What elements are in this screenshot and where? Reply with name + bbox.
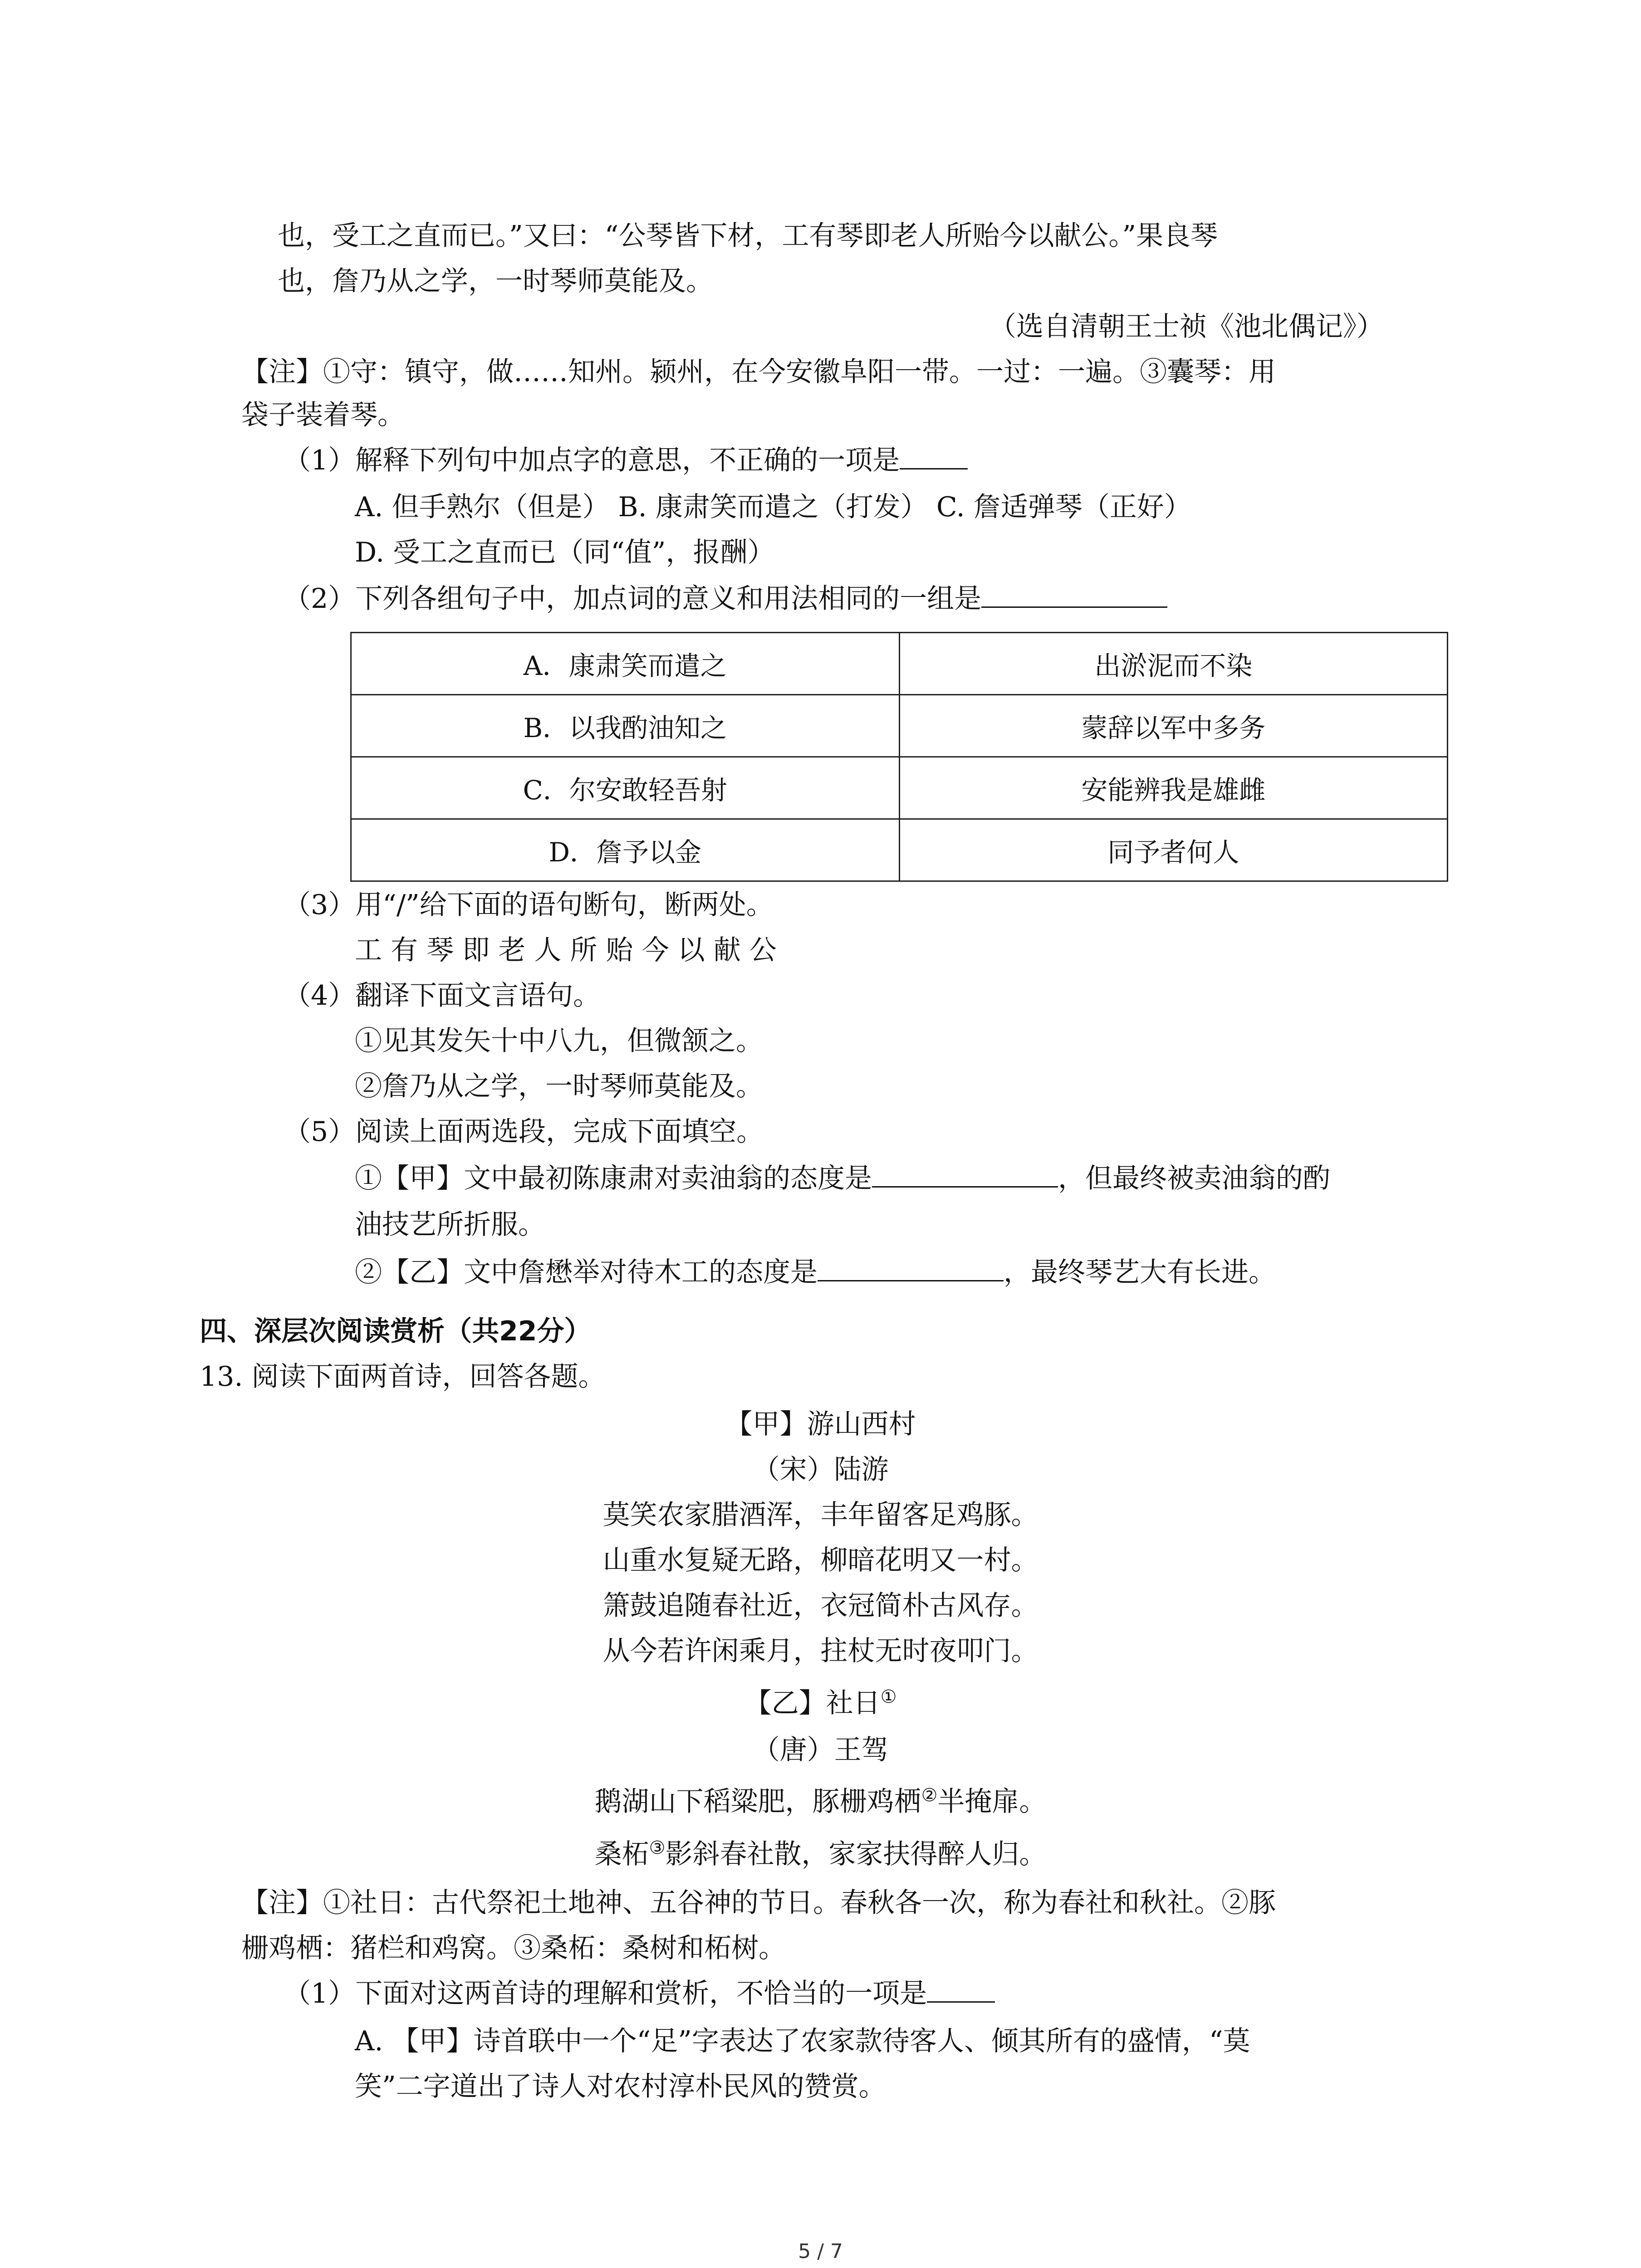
table-cell: C．尔安敢轻吾射 xyxy=(351,757,900,819)
section-heading: 四、深层次阅读赏析（共22分） xyxy=(200,1315,592,1347)
table-row xyxy=(351,633,1448,695)
poem-title: 【乙】社日① xyxy=(744,1686,897,1719)
answer-blank[interactable] xyxy=(927,1973,995,2003)
poem-line: 莫笑农家腊酒浑，丰年留客足鸡豚。 xyxy=(603,1499,1038,1531)
question-13-1-option: A. 【甲】诗首联中一个“足”字表达了农家款待客人、倾其所有的盛情，“莫 xyxy=(355,2025,1250,2057)
question-13: 13. 阅读下面两首诗，回答各题。 xyxy=(200,1361,606,1393)
poem-line: 从今若许闲乘月，拄杖无时夜叩门。 xyxy=(603,1635,1038,1667)
table-cell: 蒙辞以军中多务 xyxy=(899,695,1448,757)
question-1-options: A. 但手熟尔（但是） B. 康肃笑而遣之（打发） C. 詹适弹琴（正好） xyxy=(355,491,1191,523)
question-4-sentence: ①见其发矢十中八九，但微颔之。 xyxy=(355,1025,763,1057)
question-1: （1）解释下列句中加点字的意思，不正确的一项是 xyxy=(284,438,968,483)
question-5: （5）阅读上面两选段，完成下面填空。 xyxy=(284,1116,764,1148)
table-cell: 安能辨我是雄雌 xyxy=(899,757,1448,819)
poem-author: （宋）陆游 xyxy=(752,1454,889,1486)
passage-line: 也，詹乃从之学，一时琴师莫能及。 xyxy=(278,265,713,297)
question-13-1: （1）下面对这两首诗的理解和赏析，不恰当的一项是 xyxy=(284,1971,995,2016)
passage-line: 也，受工之直而已。”又曰：“公琴皆下材，工有琴即老人所贻今以献公。”果良琴 xyxy=(278,220,1218,252)
question-2: （2）下列各组句子中，加点词的意义和用法相同的一组是 xyxy=(284,576,1167,621)
table-cell: A．康肃笑而遣之 xyxy=(351,633,900,695)
passage-source: （选自清朝王士祯《池北偶记》） xyxy=(989,311,1384,342)
table-cell: 出淤泥而不染 xyxy=(899,633,1448,695)
question-1-option-d: D. 受工之直而已（同“值”，报酬） xyxy=(355,537,775,568)
note-line: 栅鸡栖：猪栏和鸡窝。③桑柘：桑树和柘树。 xyxy=(241,1932,786,1964)
question-5-item: ①【甲】文中最初陈康肃对卖油翁的态度是 ，但最终被卖油翁的酌 xyxy=(355,1156,1330,1201)
poem-line: 鹅湖山下稻粱肥，豚栅鸡栖②半掩扉。 xyxy=(594,1785,1047,1818)
poem-title: 【甲】游山西村 xyxy=(725,1408,916,1440)
question-13-1-option: 笑”二字道出了诗人对农村淳朴民风的赞赏。 xyxy=(355,2071,886,2102)
table-row xyxy=(351,695,1448,757)
page-number: 5 / 7 xyxy=(798,2240,843,2263)
question-3-text: 工 有 琴 即 老 人 所 贻 今 以 献 公 xyxy=(355,934,777,966)
poem-line: 箫鼓追随春社近，衣冠简朴古风存。 xyxy=(603,1590,1038,1622)
table-row xyxy=(351,819,1448,881)
question-5-item: ②【乙】文中詹懋举对待木工的态度是 ，最终琴艺大有长进。 xyxy=(355,1250,1276,1295)
question-4: （4）翻译下面文言语句。 xyxy=(284,980,601,1012)
note-line: 袋子装着琴。 xyxy=(241,399,405,431)
table-row xyxy=(351,757,1448,819)
note-line: 【注】①社日：古代祭祀土地神、五谷神的节日。春秋各一次，称为春社和秋社。②豚 xyxy=(241,1887,1276,1919)
table-cell: B．以我酌油知之 xyxy=(351,695,900,757)
options-table xyxy=(350,632,1448,882)
table-cell: 同予者何人 xyxy=(899,819,1448,881)
answer-blank[interactable] xyxy=(981,578,1167,608)
answer-blank[interactable] xyxy=(900,440,968,469)
question-5-item: 油技艺所折服。 xyxy=(355,1209,545,1241)
question-3: （3）用“/”给下面的语句断句，断两处。 xyxy=(284,889,774,921)
note-line: 【注】①守：镇守，做……知州。颍州，在今安徽阜阳一带。一过：一遍。③囊琴：用 xyxy=(241,356,1276,388)
question-4-sentence: ②詹乃从之学，一时琴师莫能及。 xyxy=(355,1070,763,1102)
poem-line: 桑柘③影斜春社散，家家扶得醉人归。 xyxy=(594,1838,1047,1870)
poem-author: （唐）王驾 xyxy=(752,1734,889,1766)
answer-blank[interactable] xyxy=(818,1252,1004,1281)
table-cell: D．詹予以金 xyxy=(351,819,900,881)
poem-line: 山重水复疑无路，柳暗花明又一村。 xyxy=(603,1545,1038,1576)
answer-blank[interactable] xyxy=(872,1158,1058,1188)
